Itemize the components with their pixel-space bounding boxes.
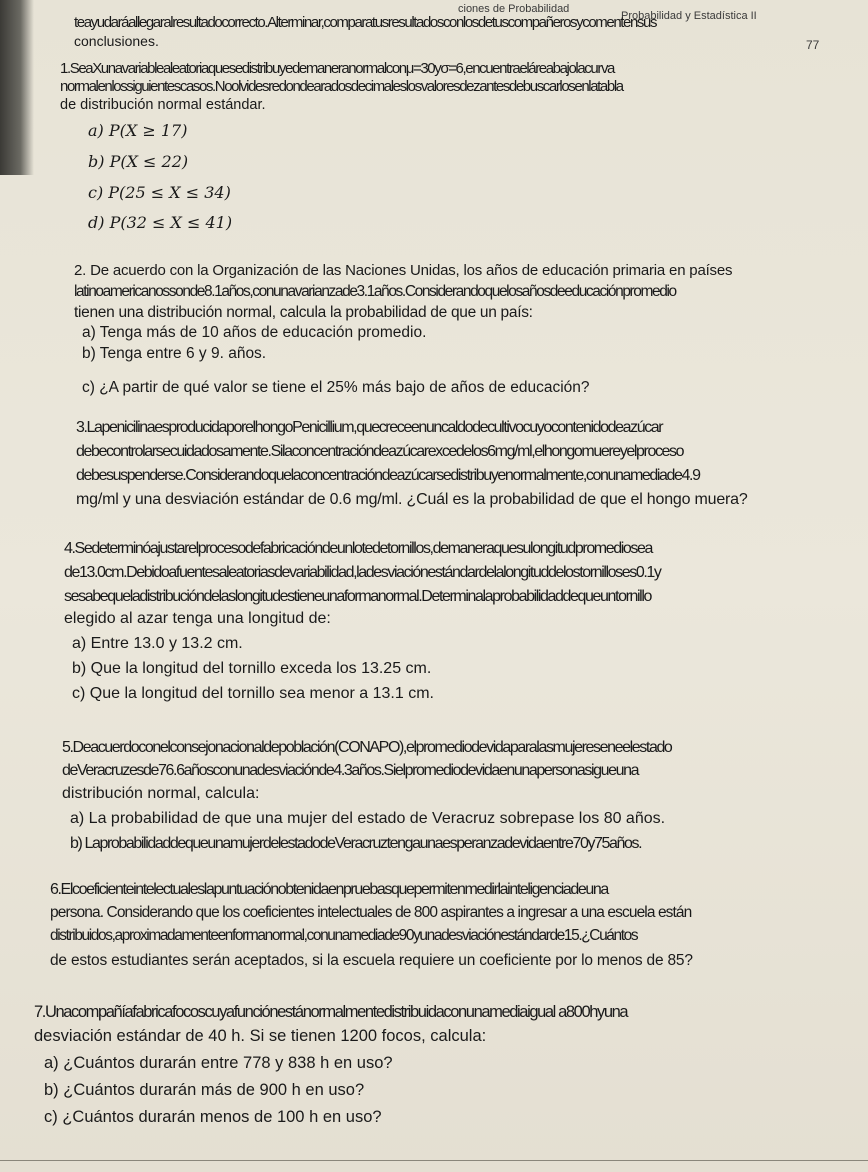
header-course-title: Probabilidad y Estadística II [621, 10, 757, 22]
exercise-7-item-a: a) ¿Cuántos durarán entre 778 y 838 h en uso? [44, 1054, 393, 1072]
exercise-7-line-1: 7.Unacompañíafabricafocoscuyafunciónestánormalmentedistribuidaconunamediaigual a800hyuna [34, 1003, 628, 1021]
exercise-4-item-a: a) Entre 13.0 y 13.2 cm. [72, 635, 243, 652]
exercise-6-line-2: persona. Considerando que los coeficientes intelectuales de 800 aspirantes a ingresar a una escuela están [50, 904, 692, 921]
exercise-5-line-3: distribución normal, calcula: [62, 785, 260, 802]
page-edge-shadow [0, 0, 34, 175]
exercise-3-line-2: debecontrolarsecuidadosamente.Silaconcentracióndeazúcarexcedelos6mg/ml,elhongomuereyelproceso [76, 443, 684, 460]
exercise-1-line-2: normalenlossiguientescasos.Noolvidesredondearadosdecimaleslosvaloresdezantesdebuscarlosenlatabla [60, 78, 623, 95]
exercise-7-item-b: b) ¿Cuántos durarán más de 900 h en uso? [44, 1081, 365, 1099]
exercise-5-line-1: 5.Deacuerdoconelconsejonacionaldepoblación(CONAPO),elpromediodevidaparalasmujereseneelestado [62, 739, 672, 756]
exercise-5-item-b: b) LaprobabilidaddequeunamujerdelestadodeVeracruztengaunaesperanzadevidaentre70y75años. [70, 835, 642, 852]
exercise-7-item-c: c) ¿Cuántos durarán menos de 100 h en uso? [44, 1108, 382, 1126]
exercise-3-line-3: debesuspenderse.Considerandoquelaconcentracióndeazúcarsedistribuyenormalmente,conunamediade4.9 [76, 467, 700, 484]
exercise-1-item-a: a) P(X ≥ 17) [88, 121, 188, 140]
exercise-3-line-4: mg/ml y una desviación estándar de 0.6 mg/ml. ¿Cuál es la probabilidad de que el hongo muera? [76, 491, 748, 508]
exercise-2-item-b: b) Tenga entre 6 y 9. años. [82, 345, 267, 362]
exercise-1-item-d: d) P(32 ≤ X ≤ 41) [88, 213, 233, 232]
exercise-2-line-1: 2. De acuerdo con la Organización de las Naciones Unidas, los años de educación primaria en países [74, 262, 733, 279]
exercise-6-line-1: 6.Elcoeficienteintelectualeslapuntuaciónobtenidaenpruebasquepermitenmedirlainteligenciadeuna [50, 881, 608, 898]
page-bottom-edge [0, 1160, 868, 1161]
exercise-7-line-2: desviación estándar de 40 h. Si se tienen 1200 focos, calcula: [34, 1027, 487, 1045]
exercise-6-line-4: de estos estudiantes serán aceptados, si la escuela requiere un coeficiente por lo menos de 85? [50, 952, 693, 969]
exercise-3-line-1: 3.LapenicilinaesproducidaporelhongoPenicillium,quecreceenuncaldodecultivocuyocontenidodeazúcar [76, 419, 663, 436]
exercise-1-line-3: de distribución normal estándar. [60, 97, 266, 113]
intro-line-1: teayudaráallegaralresultadocorrecto.Alterminar,comparatusresultadosconlosdetuscompañerosycomentensus [74, 14, 657, 31]
intro-line-2: conclusiones. [74, 33, 159, 49]
exercise-1-item-c: c) P(25 ≤ X ≤ 34) [88, 183, 231, 202]
exercise-6-line-3: distribuidos,aproximadamenteenformanormal,conunamediade90yunadesviaciónestándarde15.¿Cuántos [50, 927, 638, 944]
header-section-title: ciones de Probabilidad [458, 3, 570, 15]
exercise-1-item-b: b) P(X ≤ 22) [88, 152, 189, 171]
exercise-2-line-3: tienen una distribución normal, calcula la probabilidad de que un país: [74, 304, 533, 321]
exercise-4-line-4: elegido al azar tenga una longitud de: [64, 610, 331, 627]
exercise-2-item-c: c) ¿A partir de qué valor se tiene el 25% más bajo de años de educación? [82, 379, 590, 396]
exercise-4-item-c: c) Que la longitud del tornillo sea menor a 13.1 cm. [72, 685, 434, 702]
exercise-4-line-1: 4.Sedeterminóajustarelprocesodefabricacióndeunlotedetornillos,demaneraquesulongitudpromediosea [64, 540, 652, 557]
exercise-4-item-b: b) Que la longitud del tornillo exceda los 13.25 cm. [72, 660, 432, 677]
exercise-4-line-3: sesabequeladistribucióndelaslongitudestieneunaformanormal.Determinalaprobabilidaddequeuntornillo [64, 588, 651, 605]
exercise-2-line-2: latinoamericanossonde8.1años,conunavarianzade3.1años.Considerandoquelosañosdeeducaciónpromedio [74, 283, 676, 300]
exercise-2-item-a: a) Tenga más de 10 años de educación promedio. [82, 324, 427, 341]
page-number: 77 [806, 38, 820, 52]
exercise-4-line-2: de13.0cm.Debidoafuentesaleatoriasdevariabilidad,ladesviaciónestándardelalongituddelostornilloses0.1y [64, 564, 661, 581]
exercise-1-line-1: 1.SeaXunavariablealeatoriaquesedistribuyedemaneranormalconμ=30yσ=6,encuentraeláreabajolacurva [60, 60, 614, 77]
exercise-5-item-a: a) La probabilidad de que una mujer del estado de Veracruz sobrepase los 80 años. [70, 810, 666, 827]
exercise-5-line-2: deVeracruzesde76.6añosconunadesviaciónde4.3años.Sielpromediodevidaenunapersonasigueuna [62, 762, 639, 779]
